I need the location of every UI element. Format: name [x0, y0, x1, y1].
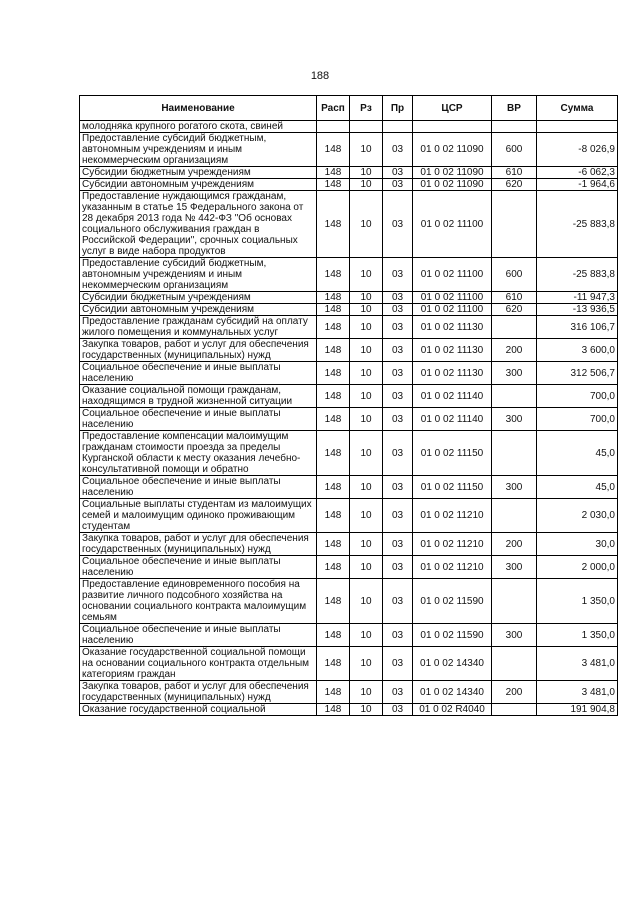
row-name: Социальное обеспечение и иные выплаты населению	[80, 476, 317, 499]
row-csr: 01 0 02 11590	[413, 624, 492, 647]
row-csr: 01 0 02 11210	[413, 499, 492, 533]
row-name: Субсидии автономным учреждениям	[80, 304, 317, 316]
table-row	[80, 431, 618, 476]
table-row	[80, 191, 618, 258]
row-vr: 200	[492, 339, 537, 362]
row-sum: 2 000,0	[537, 556, 618, 579]
row-name: молодняка крупного рогатого скота, свиней	[80, 121, 317, 133]
row-name: Социальное обеспечение и иные выплаты населению	[80, 624, 317, 647]
row-pr: 03	[383, 624, 413, 647]
table-row	[80, 704, 618, 716]
row-vr	[492, 704, 537, 716]
row-rasp: 148	[317, 431, 350, 476]
row-name: Субсидии бюджетным учреждениям	[80, 167, 317, 179]
row-csr: 01 0 02 11130	[413, 362, 492, 385]
row-rasp: 148	[317, 624, 350, 647]
table-row	[80, 579, 618, 624]
header-name: Наименование	[80, 96, 317, 121]
row-rz: 10	[350, 316, 383, 339]
table-row	[80, 121, 618, 133]
row-name: Предоставление нуждающимся гражданам, указанным в статье 15 Федерального закона от 28 декабря 2013 года № 442-ФЗ "Об основах социального обслуживания граждан в Российской Федерации", срочных социальных услуг в виде набора продуктов	[80, 191, 317, 258]
row-vr	[492, 385, 537, 408]
table-row	[80, 556, 618, 579]
row-name: Оказание государственной социальной помощи на основании социального контракта отдельным категориям граждан	[80, 647, 317, 681]
row-name: Предоставление единовременного пособия на развитие личного подсобного хозяйства на основании социального контракта малоимущим семьям	[80, 579, 317, 624]
header-rasp: Расп	[317, 96, 350, 121]
budget-table	[79, 95, 618, 716]
row-sum: 45,0	[537, 431, 618, 476]
row-rz	[350, 121, 383, 133]
row-csr: 01 0 02 11100	[413, 258, 492, 292]
row-pr: 03	[383, 258, 413, 292]
row-rasp: 148	[317, 579, 350, 624]
row-vr	[492, 647, 537, 681]
row-sum: 45,0	[537, 476, 618, 499]
row-rasp: 148	[317, 556, 350, 579]
row-rz: 10	[350, 258, 383, 292]
row-name: Социальные выплаты студентам из малоимущих семей и малоимущим одиноко проживающим студентам	[80, 499, 317, 533]
row-rz: 10	[350, 191, 383, 258]
header-sum: Сумма	[537, 96, 618, 121]
row-sum: -25 883,8	[537, 258, 618, 292]
row-name: Социальное обеспечение и иные выплаты населению	[80, 408, 317, 431]
row-pr: 03	[383, 304, 413, 316]
row-rz: 10	[350, 292, 383, 304]
row-sum: 312 506,7	[537, 362, 618, 385]
table-row	[80, 258, 618, 292]
table-row	[80, 647, 618, 681]
table-row	[80, 133, 618, 167]
row-rasp: 148	[317, 292, 350, 304]
row-rasp: 148	[317, 304, 350, 316]
row-vr: 300	[492, 476, 537, 499]
row-rasp: 148	[317, 647, 350, 681]
table-row	[80, 304, 618, 316]
row-csr: 01 0 02 11090	[413, 133, 492, 167]
row-csr: 01 0 02 11210	[413, 533, 492, 556]
row-vr: 620	[492, 179, 537, 191]
row-pr: 03	[383, 556, 413, 579]
row-vr: 620	[492, 304, 537, 316]
row-rz: 10	[350, 304, 383, 316]
table-row	[80, 316, 618, 339]
table-row	[80, 292, 618, 304]
row-rasp: 148	[317, 408, 350, 431]
row-sum: -1 964,6	[537, 179, 618, 191]
row-csr: 01 0 02 11130	[413, 316, 492, 339]
row-rz: 10	[350, 556, 383, 579]
table-row	[80, 681, 618, 704]
row-vr: 600	[492, 133, 537, 167]
row-rasp: 148	[317, 191, 350, 258]
row-name: Социальное обеспечение и иные выплаты населению	[80, 362, 317, 385]
row-rz: 10	[350, 624, 383, 647]
row-sum: -6 062,3	[537, 167, 618, 179]
row-sum: -13 936,5	[537, 304, 618, 316]
header-rz: Рз	[350, 96, 383, 121]
row-rasp: 148	[317, 258, 350, 292]
row-rasp: 148	[317, 339, 350, 362]
table-row	[80, 624, 618, 647]
row-sum: -25 883,8	[537, 191, 618, 258]
row-rz: 10	[350, 579, 383, 624]
row-rasp: 148	[317, 385, 350, 408]
table-row	[80, 476, 618, 499]
row-name: Предоставление субсидий бюджетным, автономным учреждениям и иным некоммерческим организациям	[80, 133, 317, 167]
row-rasp: 148	[317, 167, 350, 179]
row-pr: 03	[383, 191, 413, 258]
row-vr	[492, 191, 537, 258]
row-sum: 30,0	[537, 533, 618, 556]
row-rz: 10	[350, 533, 383, 556]
row-name: Оказание социальной помощи гражданам, находящимся в трудной жизненной ситуации	[80, 385, 317, 408]
row-vr: 300	[492, 556, 537, 579]
table-row	[80, 339, 618, 362]
row-vr: 300	[492, 624, 537, 647]
row-rz: 10	[350, 408, 383, 431]
row-rasp: 148	[317, 179, 350, 191]
header-csr: ЦСР	[413, 96, 492, 121]
row-vr	[492, 431, 537, 476]
row-rz: 10	[350, 704, 383, 716]
row-sum: 3 600,0	[537, 339, 618, 362]
table-row	[80, 499, 618, 533]
row-sum: 3 481,0	[537, 647, 618, 681]
header-pr: Пр	[383, 96, 413, 121]
page-number: 188	[310, 70, 330, 82]
row-name: Закупка товаров, работ и услуг для обеспечения государственных (муниципальных) нужд	[80, 533, 317, 556]
row-name: Социальное обеспечение и иные выплаты населению	[80, 556, 317, 579]
row-vr	[492, 121, 537, 133]
row-sum: 1 350,0	[537, 579, 618, 624]
row-pr: 03	[383, 339, 413, 362]
row-rasp: 148	[317, 499, 350, 533]
row-pr: 03	[383, 179, 413, 191]
row-sum: 3 481,0	[537, 681, 618, 704]
row-sum: -11 947,3	[537, 292, 618, 304]
row-pr: 03	[383, 167, 413, 179]
row-vr: 610	[492, 167, 537, 179]
row-rz: 10	[350, 339, 383, 362]
row-sum: 1 350,0	[537, 624, 618, 647]
row-csr: 01 0 02 11130	[413, 339, 492, 362]
row-csr: 01 0 02 11100	[413, 304, 492, 316]
row-pr: 03	[383, 431, 413, 476]
row-vr: 300	[492, 362, 537, 385]
row-pr: 03	[383, 133, 413, 167]
row-pr: 03	[383, 579, 413, 624]
row-csr: 01 0 02 11090	[413, 167, 492, 179]
row-sum: 700,0	[537, 385, 618, 408]
row-csr: 01 0 02 R4040	[413, 704, 492, 716]
row-csr: 01 0 02 11100	[413, 292, 492, 304]
row-rz: 10	[350, 385, 383, 408]
row-pr: 03	[383, 316, 413, 339]
row-rz: 10	[350, 179, 383, 191]
row-rasp: 148	[317, 476, 350, 499]
row-pr: 03	[383, 499, 413, 533]
row-pr: 03	[383, 385, 413, 408]
row-name: Предоставление компенсации малоимущим гражданам стоимости проезда за пределы Курганской области к месту оказания лечебно-консультативной помощи и обратно	[80, 431, 317, 476]
row-vr: 200	[492, 533, 537, 556]
row-rasp	[317, 121, 350, 133]
row-name: Субсидии автономным учреждениям	[80, 179, 317, 191]
row-name: Закупка товаров, работ и услуг для обеспечения государственных (муниципальных) нужд	[80, 339, 317, 362]
row-csr: 01 0 02 11210	[413, 556, 492, 579]
table-header-row	[80, 96, 618, 121]
row-csr: 01 0 02 14340	[413, 647, 492, 681]
row-pr: 03	[383, 704, 413, 716]
row-rz: 10	[350, 362, 383, 385]
row-pr: 03	[383, 681, 413, 704]
row-name: Оказание государственной социальной	[80, 704, 317, 716]
row-csr: 01 0 02 11100	[413, 191, 492, 258]
row-rz: 10	[350, 167, 383, 179]
row-rasp: 148	[317, 133, 350, 167]
row-pr: 03	[383, 408, 413, 431]
row-csr: 01 0 02 11590	[413, 579, 492, 624]
table-row	[80, 385, 618, 408]
row-csr: 01 0 02 11090	[413, 179, 492, 191]
row-sum	[537, 121, 618, 133]
row-pr: 03	[383, 647, 413, 681]
row-pr: 03	[383, 292, 413, 304]
row-rasp: 148	[317, 316, 350, 339]
table-row	[80, 408, 618, 431]
table-row	[80, 533, 618, 556]
row-csr: 01 0 02 11150	[413, 431, 492, 476]
row-csr	[413, 121, 492, 133]
row-csr: 01 0 02 14340	[413, 681, 492, 704]
row-vr	[492, 316, 537, 339]
row-vr	[492, 499, 537, 533]
row-vr: 300	[492, 408, 537, 431]
row-pr: 03	[383, 533, 413, 556]
table-row	[80, 362, 618, 385]
row-pr: 03	[383, 362, 413, 385]
row-name: Предоставление субсидий бюджетным, автономным учреждениям и иным некоммерческим организациям	[80, 258, 317, 292]
row-rasp: 148	[317, 704, 350, 716]
row-rasp: 148	[317, 681, 350, 704]
row-rz: 10	[350, 133, 383, 167]
row-sum: -8 026,9	[537, 133, 618, 167]
row-sum: 700,0	[537, 408, 618, 431]
row-sum: 2 030,0	[537, 499, 618, 533]
row-vr: 200	[492, 681, 537, 704]
row-rasp: 148	[317, 362, 350, 385]
row-rz: 10	[350, 476, 383, 499]
row-vr: 600	[492, 258, 537, 292]
header-vr: ВР	[492, 96, 537, 121]
row-rz: 10	[350, 499, 383, 533]
row-vr	[492, 579, 537, 624]
row-rasp: 148	[317, 533, 350, 556]
row-csr: 01 0 02 11140	[413, 408, 492, 431]
row-rz: 10	[350, 431, 383, 476]
row-name: Предоставление гражданам субсидий на оплату жилого помещения и коммунальных услуг	[80, 316, 317, 339]
row-vr: 610	[492, 292, 537, 304]
row-pr: 03	[383, 476, 413, 499]
row-sum: 191 904,8	[537, 704, 618, 716]
table-row	[80, 167, 618, 179]
table-row	[80, 179, 618, 191]
row-csr: 01 0 02 11140	[413, 385, 492, 408]
row-name: Субсидии бюджетным учреждениям	[80, 292, 317, 304]
row-rz: 10	[350, 647, 383, 681]
row-pr	[383, 121, 413, 133]
row-csr: 01 0 02 11150	[413, 476, 492, 499]
row-rz: 10	[350, 681, 383, 704]
row-name: Закупка товаров, работ и услуг для обеспечения государственных (муниципальных) нужд	[80, 681, 317, 704]
row-sum: 316 106,7	[537, 316, 618, 339]
